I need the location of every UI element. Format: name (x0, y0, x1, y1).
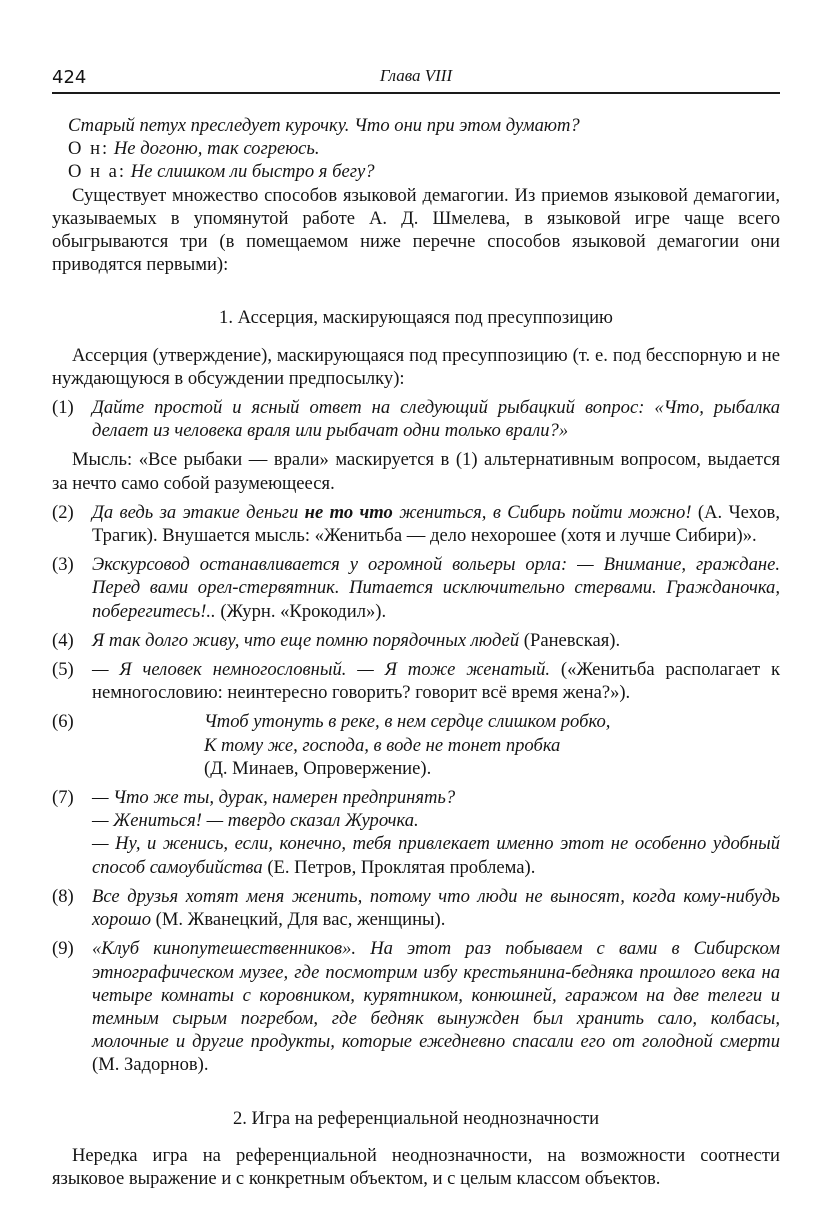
epigraph-he: О н: Не догоню, так согреюсь. (68, 138, 320, 160)
section-heading-2: 2. Игра на референциальной неоднозначности (232, 1107, 600, 1129)
example-4: (4) Я так долго живу, что еще помню порядочных людей (Раневская). (52, 629, 621, 651)
book-page (52, 62, 780, 1190)
epigraph-line: Старый петух преследует курочку. Что они при этом думают? (68, 115, 580, 136)
section-heading-1: 1. Ассерция, маскирующаяся под пресуппозицию (219, 307, 613, 329)
example-number: (1) (52, 397, 74, 419)
section2-intro: Нередка игра на референциальной неоднозначности, на возможности соотнести языковое выражение и с конкретным объектом, и с целым классом объектов. (52, 1144, 780, 1189)
example-number: (5) (52, 659, 74, 681)
example-3: (3) Экскурсовод останавливается у огромной вольеры орла: — Внимание, граждане. Перед вами орел-стервятник. Питается исключительно стервами. Гражданочка, поберегитесь!.. (Журн. «Крокодил»). (52, 554, 780, 622)
example-number: (4) (52, 629, 74, 651)
example-8: (8) Все друзья хотят меня женить, потому что люди не выносят, когда кому-нибудь хорошо (М. Жванецкий, Для вас, женщины). (52, 885, 780, 931)
example-number: (7) (52, 787, 74, 809)
example-6 (52, 710, 780, 780)
example-5: (5) — Я человек немногословный. — Я тоже женатый. («Женитьба располагает к немногословию: неинтересно говорить? говорит всё время жена?»). (52, 659, 781, 704)
verse: Чтоб утонуть в реке, в нем сердце слишком робко, К тому же, господа, в воде не тонет пробка (Д. Минаев, Опровержение). (204, 711, 611, 779)
example-1 (52, 396, 780, 442)
comment-1: Мысль: «Все рыбаки — врали» маскируется в (1) альтернативным вопросом, выдается за нечто само собой разумеющееся. (52, 449, 780, 494)
example-number: (6) (52, 711, 74, 733)
example-number: (9) (52, 938, 74, 960)
page-number: 424 (52, 67, 87, 88)
epigraph (52, 114, 780, 184)
chapter-title: Глава VIII (379, 66, 453, 85)
page-content (52, 114, 780, 1190)
example-text: Дайте простой и ясный ответ на следующий рыбацкий вопрос: «Что, рыбалка делает из человека враля или рыбачат одни только врали?» (92, 397, 780, 442)
emphasis: не то что (304, 501, 393, 523)
epigraph-she: О н а: Не слишком ли быстро я бегу? (68, 161, 375, 183)
example-2: (2) Да ведь за этакие деньги не то что жениться, в Сибирь пойти можно! (А. Чехов, Трагик). Внушается мысль: «Женитьба — дело нехорошее (хотя и лучше Сибири)». (52, 501, 780, 547)
section1-intro: Ассерция (утверждение), маскирующаяся под пресуппозицию (т. е. под бесспорную и не нуждающуюся в обсуждении предпосылку): (52, 344, 780, 389)
example-number: (3) (52, 554, 74, 576)
example-9: (9) «Клуб кинопутешественников». На этот раз побываем с вами в Сибирском этнографическом музее, где посмотрим избу крестьянина-бедняка прошлого века на четыре комнаты с коровником, курятником, конюшней, гаражом на две телеги и темным сырым погребом, где бедняк вынужден был хранить сало, колбасы, молочные и другие продукты, которые ежедневно спасали его от голодной смерти (М. Задорнов). (52, 938, 780, 1076)
intro-paragraph: Существует множество способов языковой демагогии. Из приемов языковой демагогии, указываемых в упомянутой работе А. Д. Шмелева, в языковой игре чаще всего обыгрываются три (в помещаемом ниже перечне способов языковой демагогии они приводятся первыми): (52, 184, 780, 276)
example-7: (7) — Что же ты, дурак, намерен предпринять? — Жениться! — твердо сказал Журочка. — Ну, и женись, если, конечно, тебя привлекает именно этот не особенно удобный способ самоубийства (Е. Петров, Проклятая проблема). (52, 787, 780, 878)
example-number: (2) (52, 501, 74, 523)
example-number: (8) (52, 885, 74, 907)
running-head (52, 62, 780, 94)
